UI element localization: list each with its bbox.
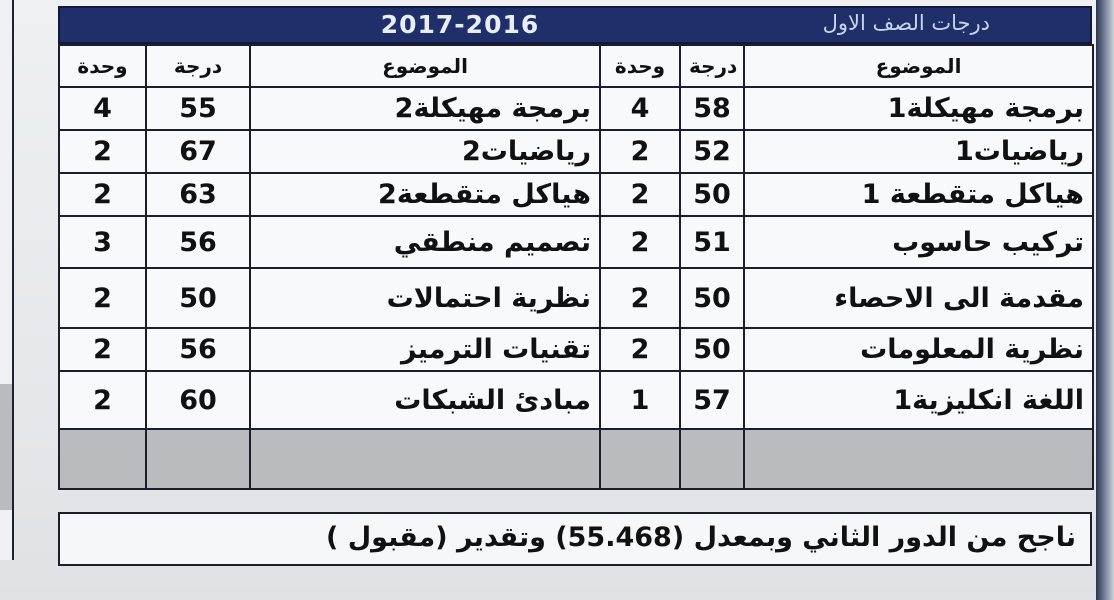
table-row: [59, 268, 1093, 328]
unit-cell: 2: [59, 268, 146, 328]
subject-cell: تركيب حاسوب: [744, 216, 1093, 268]
column-header-grade: درجة: [680, 45, 744, 87]
grade-cell: 50: [680, 173, 744, 216]
subject-cell: تقنيات الترميز: [250, 328, 600, 371]
title-bar: [58, 6, 1092, 44]
table-row: [59, 216, 1093, 268]
unit-cell: 4: [600, 87, 680, 130]
column-header-subject: الموضوع: [250, 45, 600, 87]
grade-cell: 50: [680, 268, 744, 328]
empty-cell: [59, 429, 146, 489]
grade-cell: 63: [146, 173, 250, 216]
subject-cell: نظرية احتمالات: [250, 268, 600, 328]
subject-cell: رياضيات1: [744, 130, 1093, 173]
grades-sheet: [58, 6, 1092, 566]
result-summary: ناجح من الدور الثاني وبمعدل (55.468) وتقدير (مقبول ): [58, 512, 1092, 566]
grade-cell: 50: [680, 328, 744, 371]
unit-cell: 2: [59, 371, 146, 429]
subject-cell: رياضيات2: [250, 130, 600, 173]
adjacent-table-shaded-cell: [0, 384, 12, 510]
table-row: [59, 130, 1093, 173]
subject-cell: هياكل متقطعة2: [250, 173, 600, 216]
column-header-subject: الموضوع: [744, 45, 1093, 87]
grade-cell: 67: [146, 130, 250, 173]
unit-cell: 1: [600, 371, 680, 429]
unit-cell: 2: [600, 328, 680, 371]
unit-cell: 4: [59, 87, 146, 130]
grade-cell: 58: [680, 87, 744, 130]
subject-cell: مقدمة الى الاحصاء: [744, 268, 1093, 328]
column-header-grade: درجة: [146, 45, 250, 87]
subject-cell: برمجة مهيكلة1: [744, 87, 1093, 130]
column-header-unit: وحدة: [600, 45, 680, 87]
grade-cell: 55: [146, 87, 250, 130]
table-header-row: [59, 45, 1093, 87]
unit-cell: 2: [59, 173, 146, 216]
column-header-unit: وحدة: [59, 45, 146, 87]
unit-cell: 2: [600, 173, 680, 216]
adjacent-table-edge: [0, 0, 14, 560]
table-row: [59, 87, 1093, 130]
grade-cell: 60: [146, 371, 250, 429]
grade-cell: 56: [146, 328, 250, 371]
unit-cell: 3: [59, 216, 146, 268]
unit-cell: 2: [600, 268, 680, 328]
unit-cell: 2: [59, 130, 146, 173]
academic-year: 2017-2016: [380, 10, 540, 39]
unit-cell: 2: [600, 130, 680, 173]
subject-cell: مبادئ الشبكات: [250, 371, 600, 429]
subject-cell: هياكل متقطعة 1: [744, 173, 1093, 216]
grade-cell: 50: [146, 268, 250, 328]
table-row: [59, 328, 1093, 371]
grade-cell: 52: [680, 130, 744, 173]
subject-cell: تصميم منطقي: [250, 216, 600, 268]
unit-cell: 2: [59, 328, 146, 371]
subject-cell: اللغة انكليزية1: [744, 371, 1093, 429]
empty-cell: [680, 429, 744, 489]
table-row: [59, 173, 1093, 216]
subject-cell: نظرية المعلومات: [744, 328, 1093, 371]
grade-cell: 56: [146, 216, 250, 268]
empty-cell: [146, 429, 250, 489]
grade-cell: 57: [680, 371, 744, 429]
empty-cell: [600, 429, 680, 489]
empty-cell: [744, 429, 1093, 489]
grades-table: [58, 44, 1094, 490]
empty-cell: [250, 429, 600, 489]
grade-cell: 51: [680, 216, 744, 268]
subject-cell: برمجة مهيكلة2: [250, 87, 600, 130]
table-row: [59, 371, 1093, 429]
unit-cell: 2: [600, 216, 680, 268]
page-binding-edge: [1096, 0, 1114, 600]
empty-shaded-row: [59, 429, 1093, 489]
table-title: درجات الصف الاول: [822, 11, 990, 35]
